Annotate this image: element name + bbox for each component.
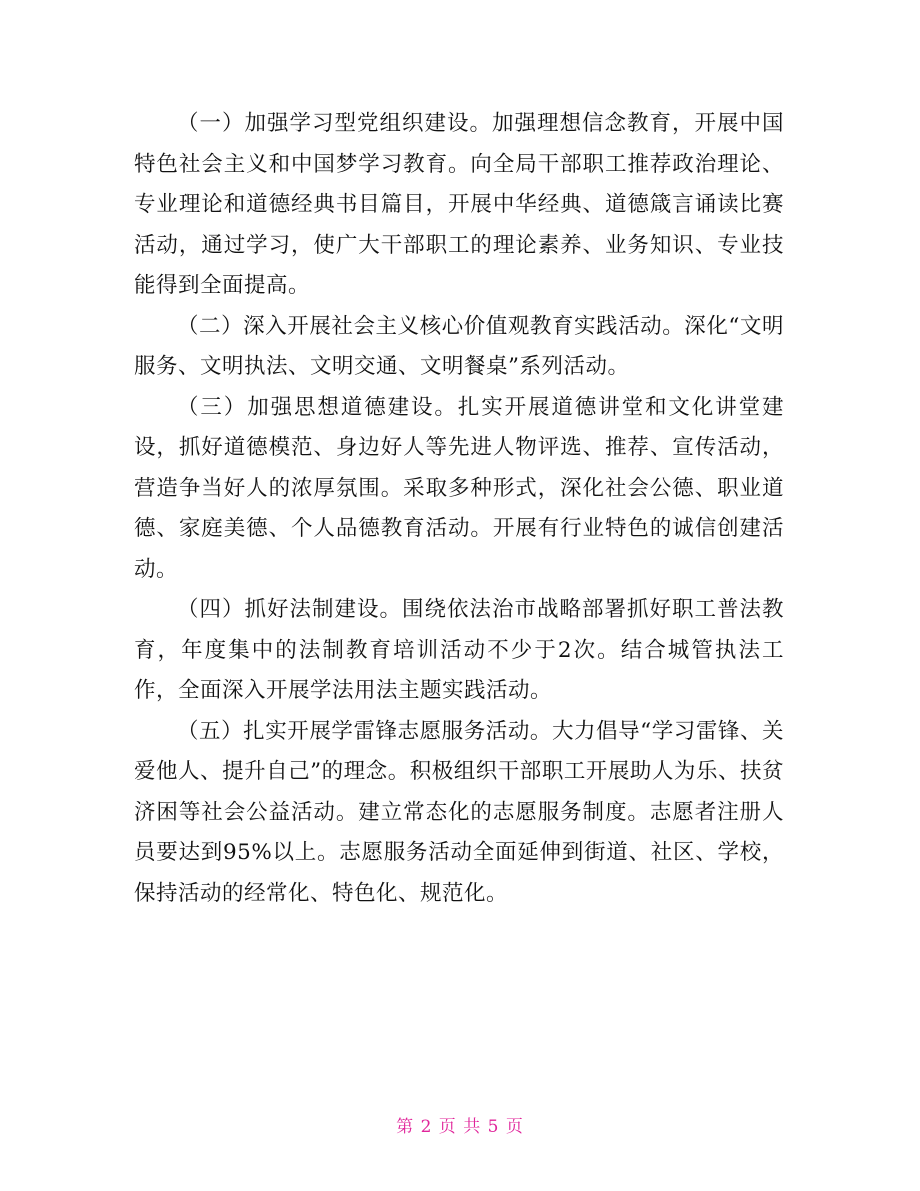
paragraph-2: （二）深入开展社会主义核心价值观教育实践活动。深化“文明服务、文明执法、文明交通、文明餐桌”系列活动。 — [134, 313, 784, 379]
paragraph-1: （一）加强学习型党组织建设。加强理想信念教育，开展中国特色社会主义和中国梦学习教育。向全局干部职工推荐政治理论、专业理论和道德经典书目篇目，开展中华经典、道德箴言诵读比赛活动，通过学习，使广大干部职工的理论素养、业务知识、专业技能得到全面提高。 — [134, 111, 784, 298]
paragraph-5: （五）扎实开展学雷锋志愿服务活动。大力倡导“学习雷锋、关爱他人、提升自己”的理念。积极组织干部职工开展助人为乐、扶贫济困等社会公益活动。建立常态化的志愿服务制度。志愿者注册人员要达到95%以上。志愿服务活动全面延伸到街道、社区、学校，保持活动的经常化、特色化、规范化。 — [134, 718, 784, 906]
document-body — [134, 104, 784, 914]
paragraph-3: （三）加强思想道德建设。扎实开展道德讲堂和文化讲堂建设，抓好道德模范、身边好人等先进人物评选、推荐、宣传活动，营造争当好人的浓厚氛围。采取多种形式，深化社会公德、职业道德、家庭美德、个人品德教育活动。开展有行业特色的诚信创建活动。 — [134, 394, 784, 582]
page-number-footer: 第 2 页 共 5 页 — [396, 1117, 524, 1137]
paragraph-4: （四）抓好法制建设。围绕依法治市战略部署抓好职工普法教育，年度集中的法制教育培训活动不少于2次。结合城管执法工作，全面深入开展学法用法主题实践活动。 — [134, 597, 784, 703]
